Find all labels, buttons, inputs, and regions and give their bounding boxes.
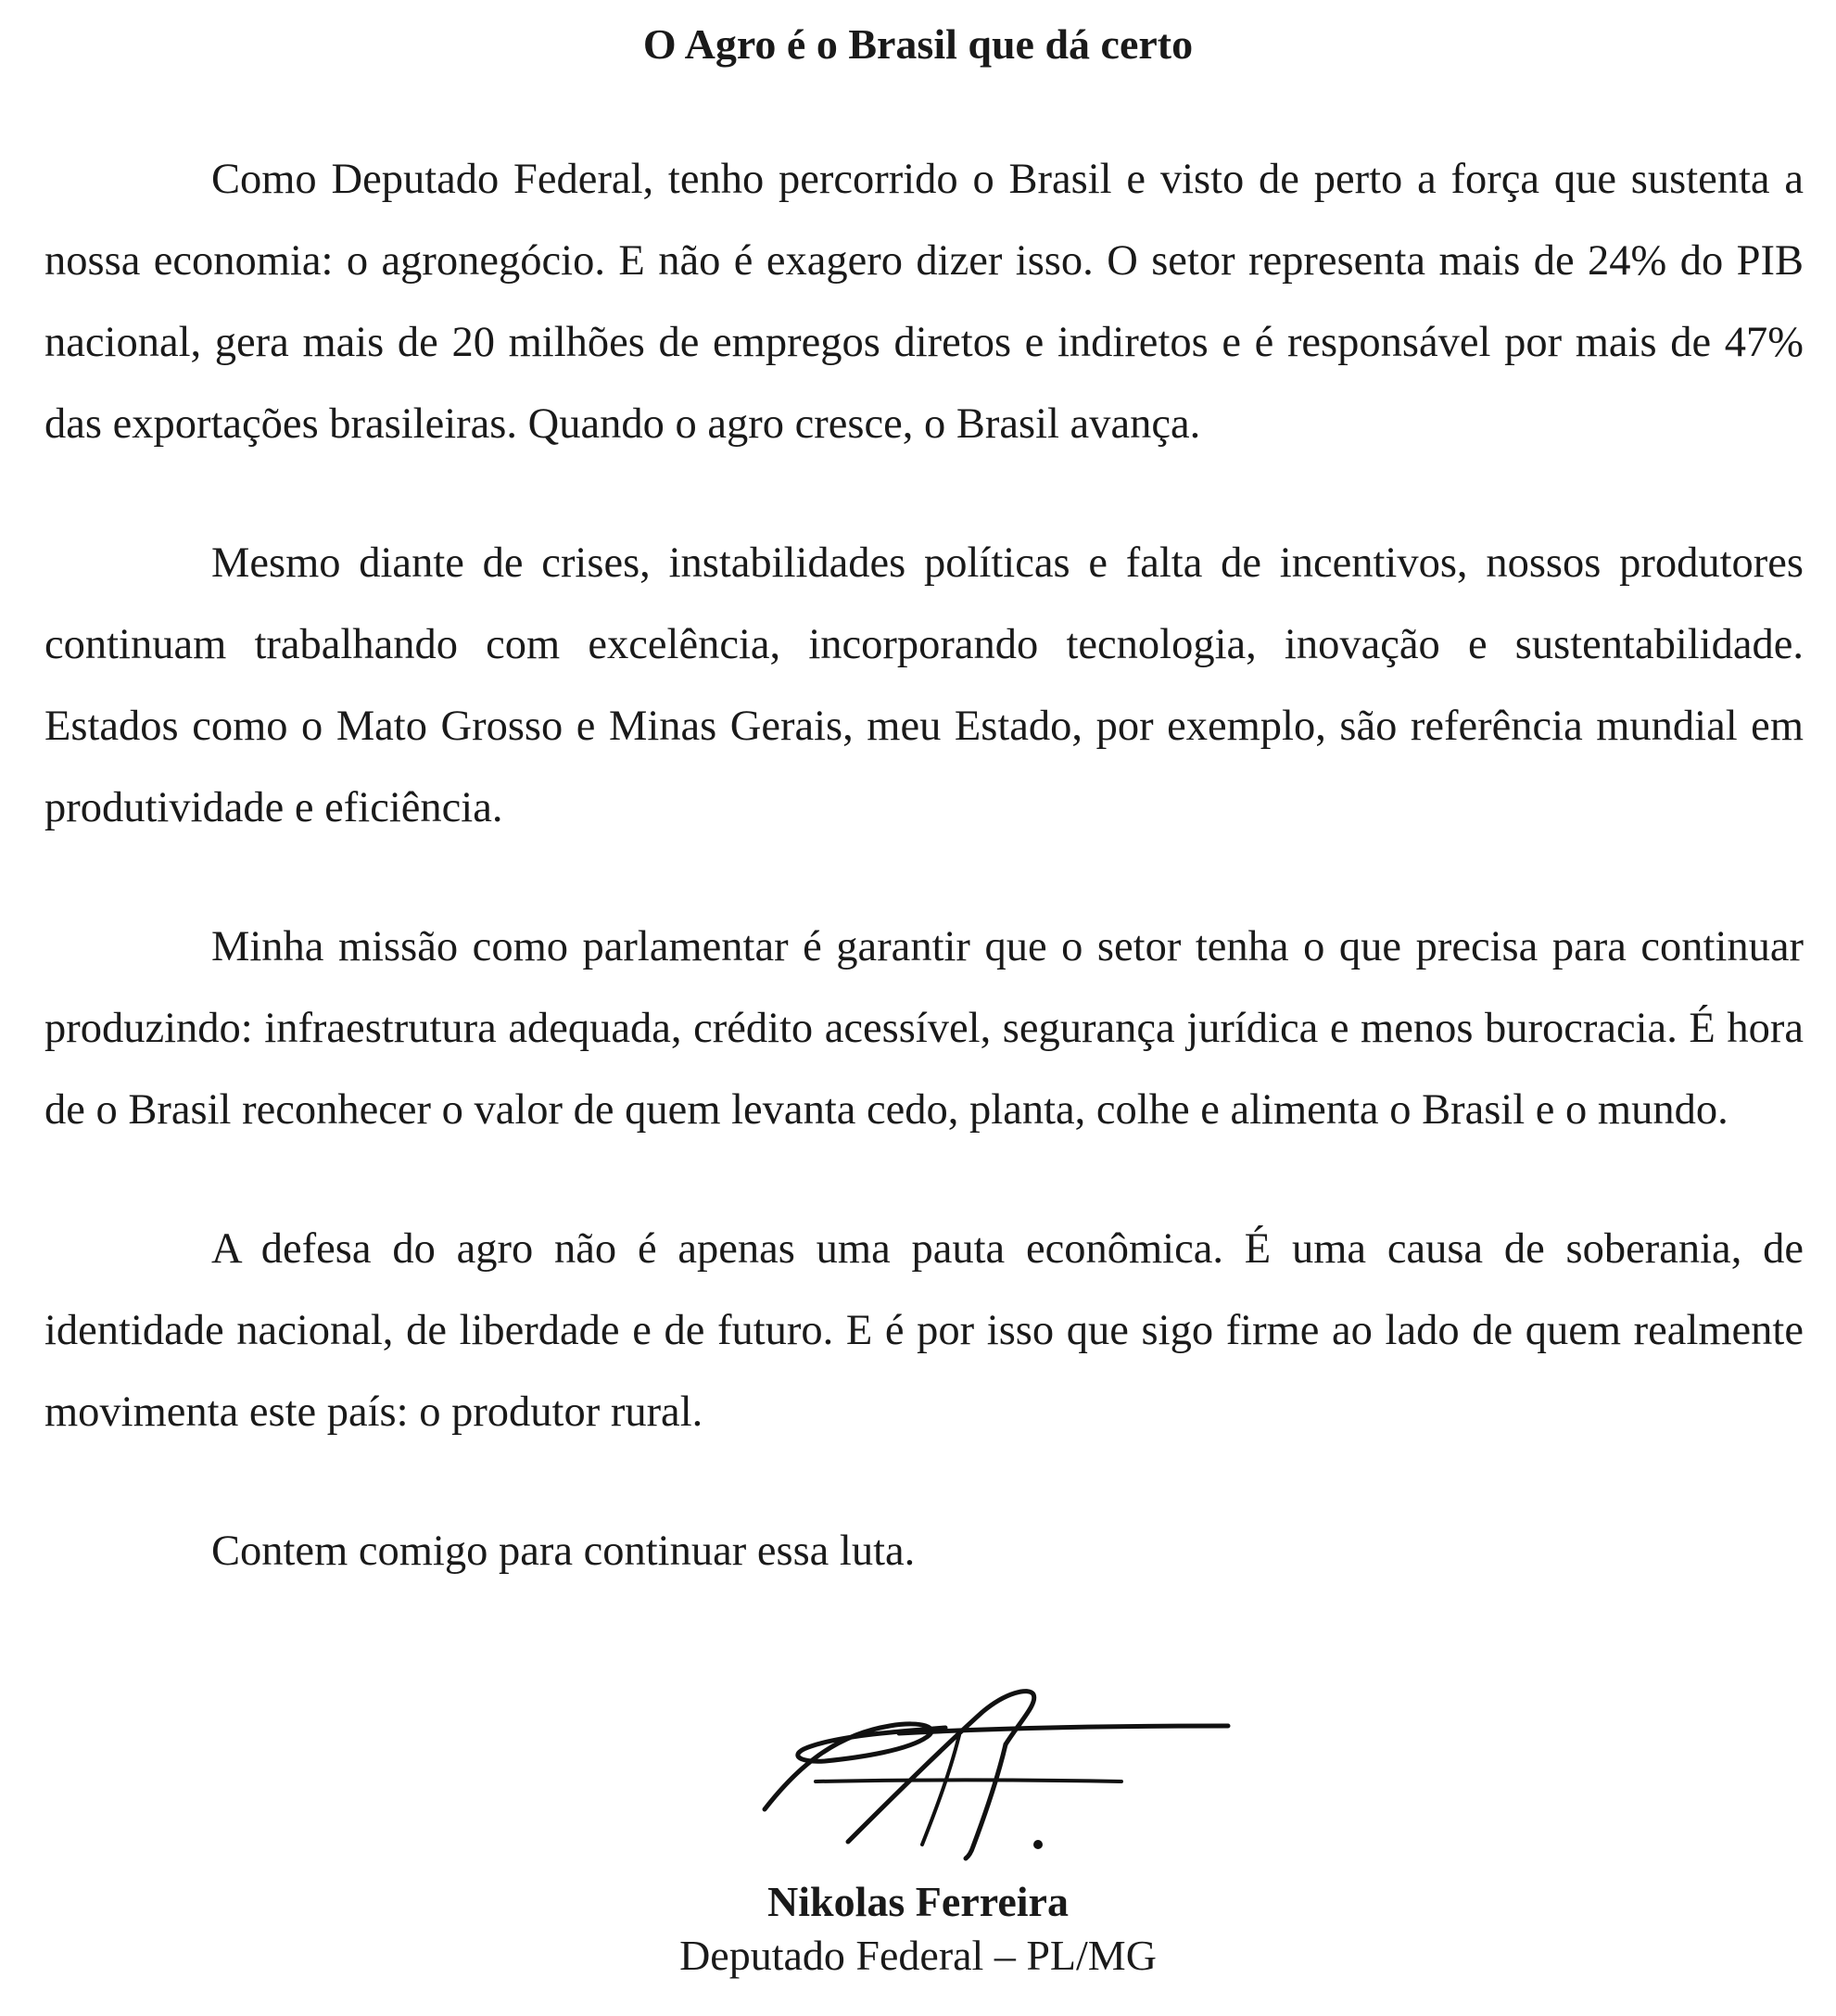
paragraph-2: Mesmo diante de crises, instabilidades políticas e falta de incentivos, nossos produtores continuam trabalhando com excelência, incorporando tecnologia, inovação e sustentabilidade. Estados como o Mato Grosso e Minas Gerais, meu Estado, por exemplo, são referência mundial em produtividade e eficiência.	[44, 539, 1804, 831]
document-title: O Agro é o Brasil que dá certo	[642, 20, 1194, 68]
signer-name: Nikolas Ferreira	[767, 1878, 1069, 1925]
signer-role: Deputado Federal – PL/MG	[679, 1932, 1157, 1979]
signature-block	[0, 1876, 1836, 1984]
paragraph-3: Minha missão como parlamentar é garantir que o setor tenha o que precisa para continuar produzindo: infraestrutura adequada, crédito acessível, segurança jurídica e menos burocracia. É hora de o Brasil reconhecer o valor de quem levanta cedo, planta, colhe e alimenta o Brasil e o mundo.	[44, 923, 1804, 1134]
paragraph-5: Contem comigo para continuar essa luta.	[211, 1528, 916, 1575]
document-body	[44, 139, 1804, 1592]
handwritten-signature	[760, 1680, 1242, 1865]
paragraph-4: A defesa do agro não é apenas uma pauta econômica. É uma causa de soberania, de identidade nacional, de liberdade e de futuro. E é por isso que sigo firme ao lado de quem realmente movimenta este país: o produtor rural.	[44, 1225, 1804, 1436]
paragraph-1: Como Deputado Federal, tenho percorrido o Brasil e visto de perto a força que sustenta a nossa economia: o agronegócio. E não é exagero dizer isso. O setor representa mais de 24% do PIB nacional, gera mais de 20 milhões de empregos diretos e indiretos e é responsável por mais de 47% das exportações brasileiras. Quando o agro cresce, o Brasil avança.	[44, 156, 1804, 448]
